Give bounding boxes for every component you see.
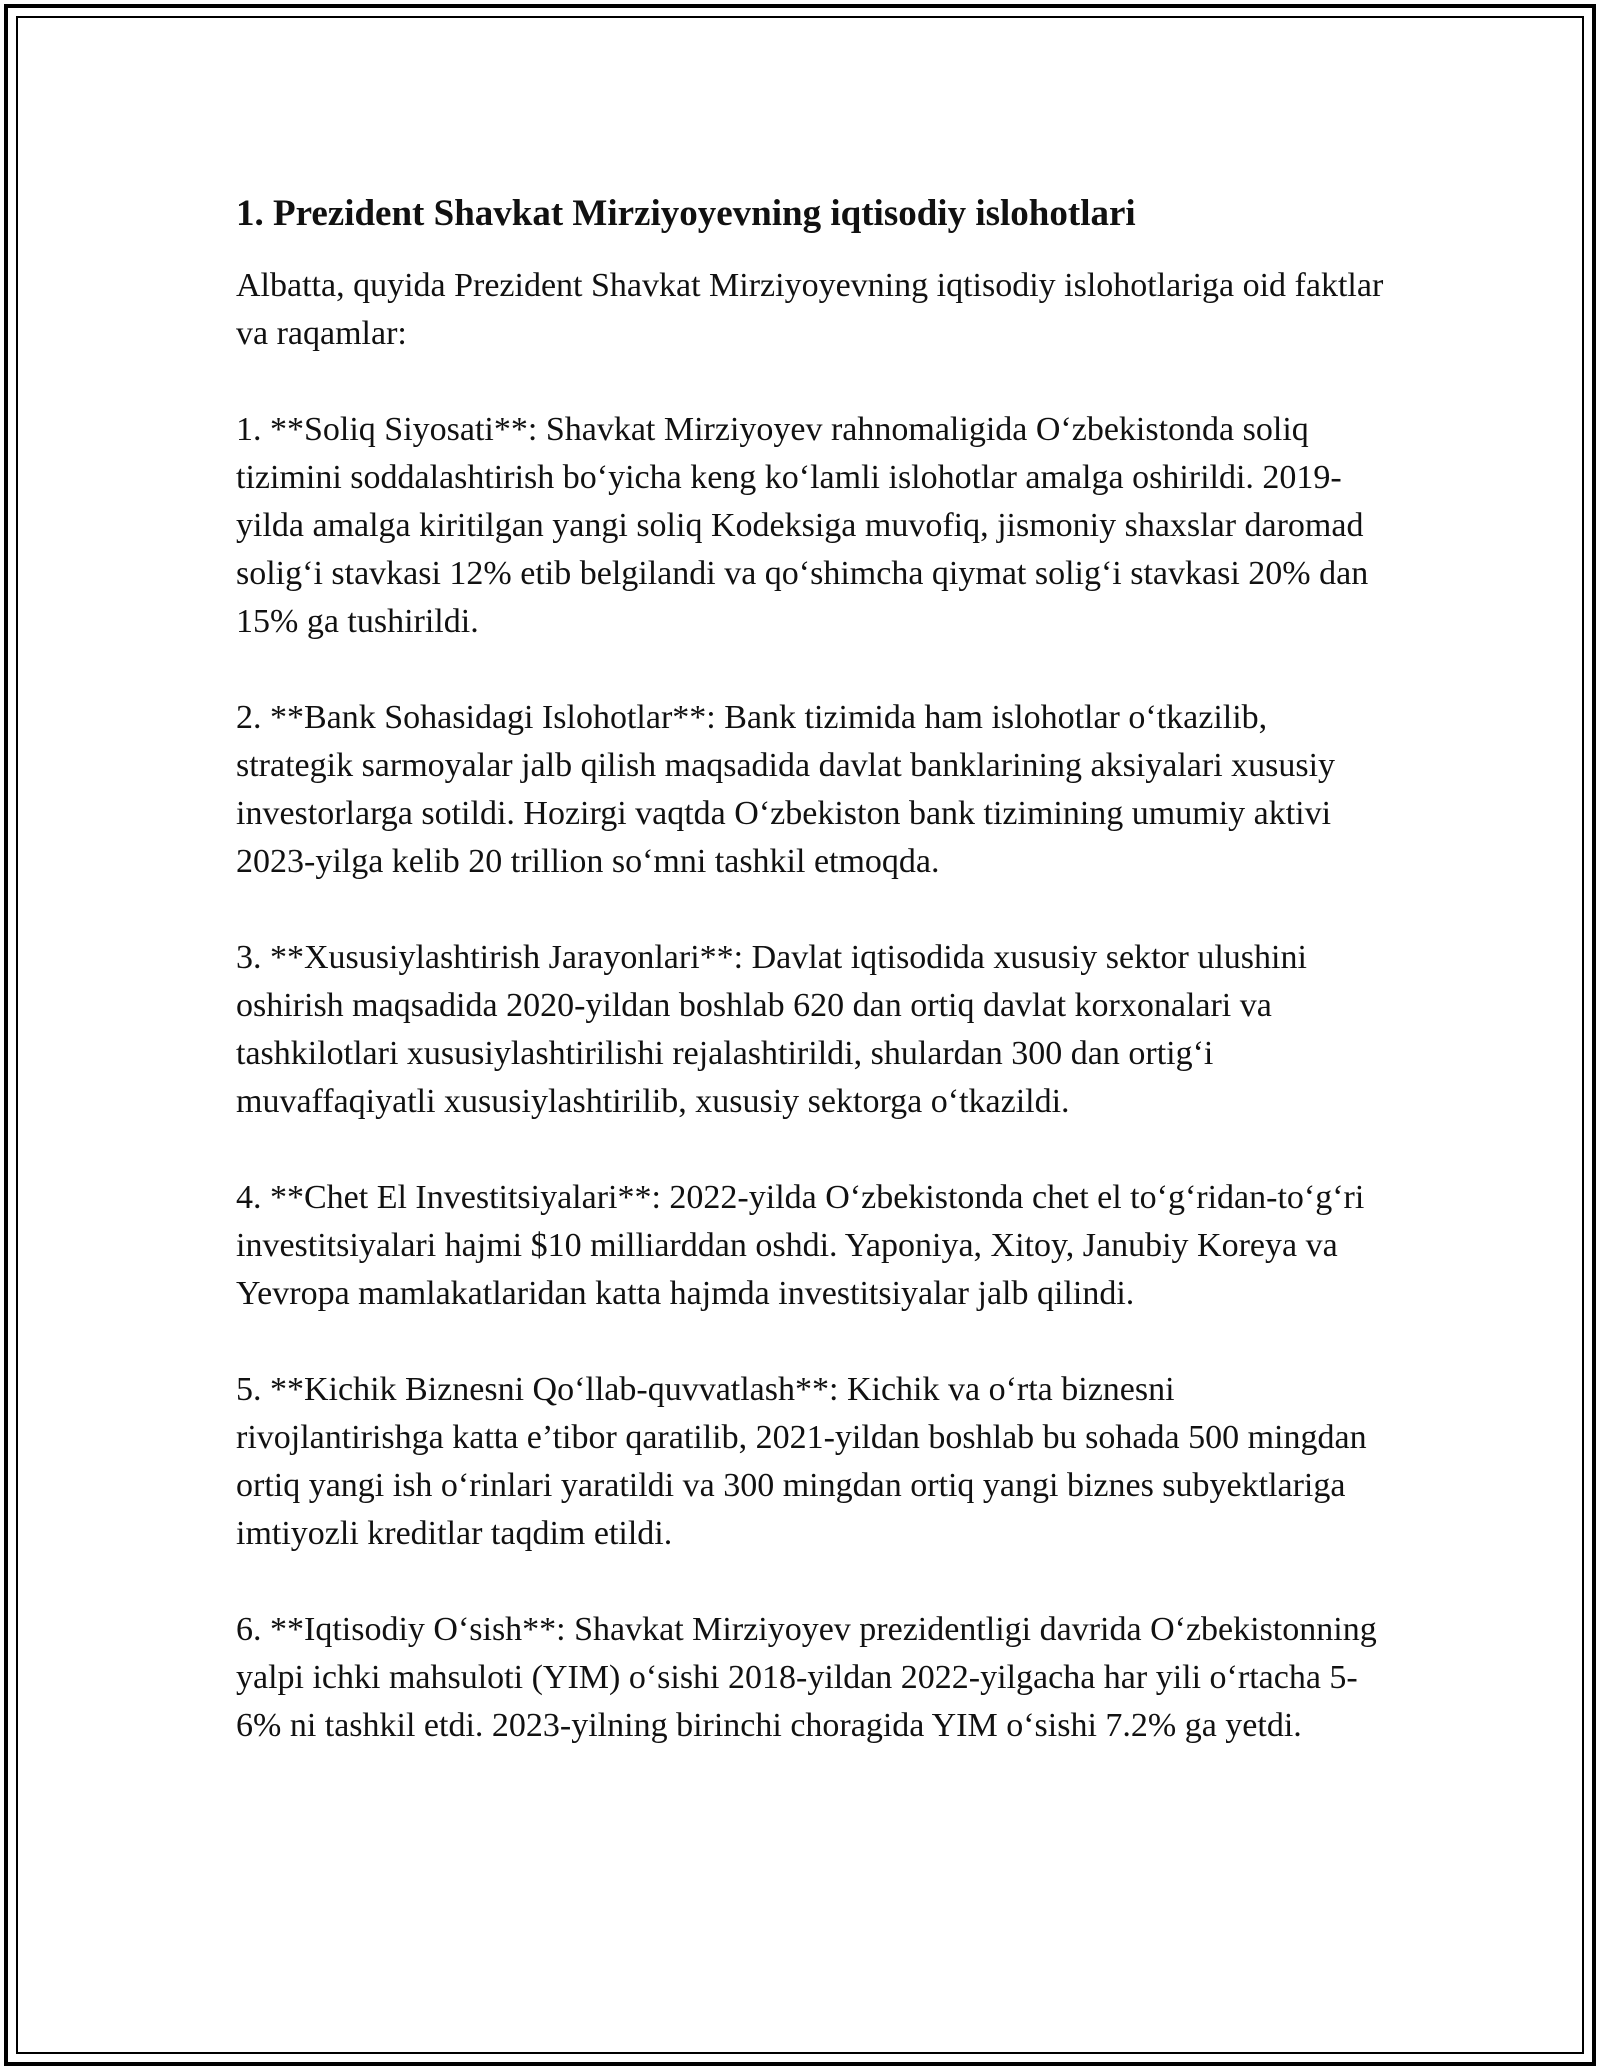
list-item-small-business: 5. **Kichik Biznesni Qo‘llab-quvvatlash**: Kichik va o‘rta biznesni rivojlantirishga katta e’tibor qaratilib, 2021-yildan boshlab bu sohada 500 mingdan ortiq yangi ish o‘rinlari yaratildi va 300 mingdan ortiq yangi biznes subyektlariga imtiyozli kreditlar taqdim etildi. — [236, 1371, 1367, 1552]
document-body — [236, 186, 1386, 1798]
list-item-tax-policy: 1. **Soliq Siyosati**: Shavkat Mirziyoyev rahnomaligida O‘zbekistonda soliq tizimini soddalashtirish bo‘yicha keng ko‘lamli islohotlar amalga oshirildi. 2019-yilda amalga kiritilgan yangi soliq Kodeksiga muvofiq, jismoniy shaxslar daromad solig‘i stavkasi 12% etib belgilandi va qo‘shimcha qiymat solig‘i stavkasi 20% dan 15% ga tushirildi. — [236, 411, 1369, 640]
list-item-privatization: 3. **Xususiylashtirish Jarayonlari**: Davlat iqtisodida xususiy sektor ulushini oshirish maqsadida 2020-yildan boshlab 620 dan ortiq davlat korxonalari va tashkilotlari xususiylashtirilishi rejalashtirildi, shulardan 300 dan ortig‘i muvaffaqiyatli xususiylashtirilib, xususiy sektorga o‘tkazildi. — [236, 939, 1307, 1120]
list-item-banking-reforms: 2. **Bank Sohasidagi Islohotlar**: Bank tizimida ham islohotlar o‘tkazilib, strategik sarmoyalar jalb qilish maqsadida davlat banklarining aksiyalari xususiy investorlarga sotildi. Hozirgi vaqtda O‘zbekiston bank tizimining umumiy aktivi 2023-yilga kelib 20 trillion so‘mni tashkil etmoqda. — [236, 699, 1336, 880]
list-item-economic-growth: 6. **Iqtisodiy O‘sish**: Shavkat Mirziyoyev prezidentligi davrida O‘zbekistonning yalpi ichki mahsuloti (YIM) o‘sishi 2018-yildan 2022-yilgacha har yili o‘rtacha 5-6% ni tashkil etdi. 2023-yilning birinchi choragida YIM o‘sishi 7.2% ga yetdi. — [236, 1611, 1377, 1744]
document-title: 1. Prezident Shavkat Mirziyoyevning iqtisodiy islohotlari — [236, 193, 1136, 234]
intro-paragraph: Albatta, quyida Prezident Shavkat Mirziyoyevning iqtisodiy islohotlariga oid faktlar va raqamlar: — [236, 267, 1384, 352]
list-item-foreign-investment: 4. **Chet El Investitsiyalari**: 2022-yilda O‘zbekistonda chet el to‘g‘ridan-to‘g‘ri investitsiyalari hajmi $10 milliarddan oshdi. Yaponiya, Xitoy, Janubiy Koreya va Yevropa mamlakatlaridan katta hajmda investitsiyalar jalb qilindi. — [236, 1179, 1365, 1312]
